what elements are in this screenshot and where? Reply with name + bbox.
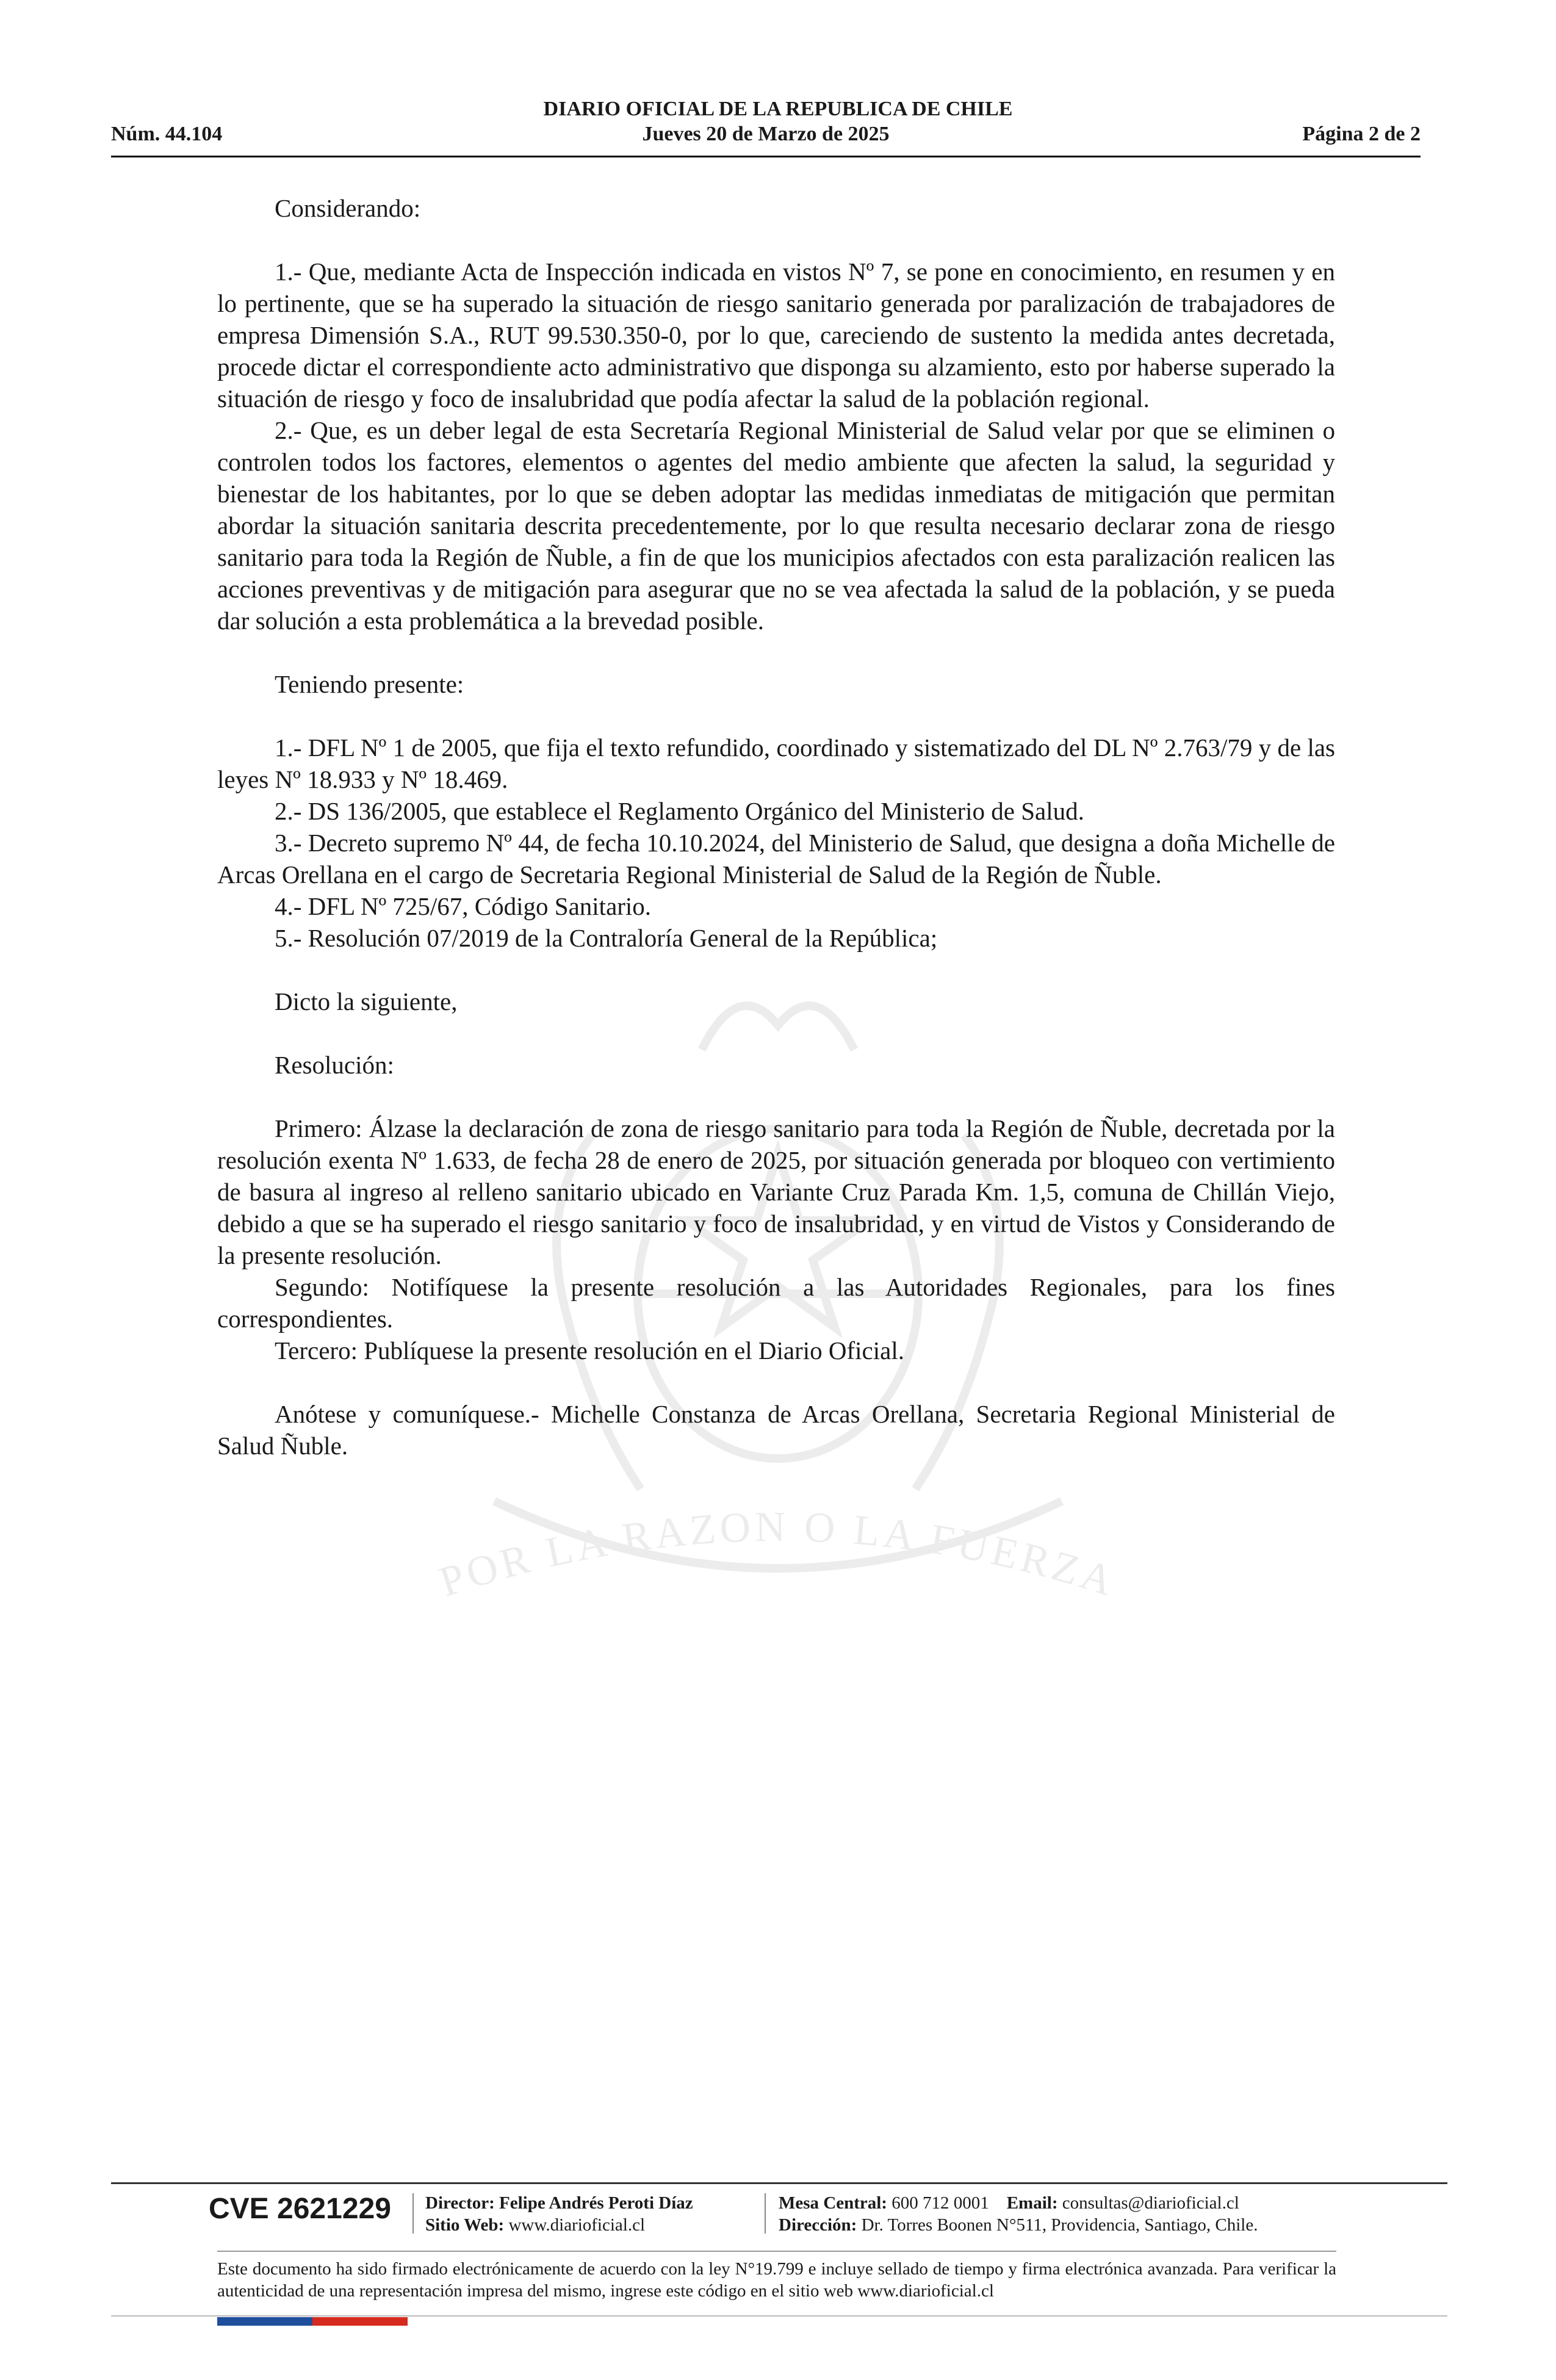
footer-separator [765, 2193, 766, 2234]
flag-stripe [217, 2317, 408, 2326]
resolution-body [217, 192, 1335, 1462]
signature-line: Anótese y comuníquese.- Michelle Constanza de Arcas Orellana, Secretaria Regional Ministerial de Salud Ñuble. [217, 1400, 1335, 1460]
mesa-phone: 600 712 0001 [891, 2193, 989, 2213]
flag-stripe-red [312, 2317, 408, 2326]
watermark-motto: POR LA RAZON O LA FUERZA [433, 1503, 1122, 1606]
header-divider [111, 156, 1421, 157]
address-value: Dr. Torres Boonen N°511, Providencia, Santiago, Chile. [861, 2215, 1258, 2235]
teniendo-item-2: 2.- DS 136/2005, que establece el Reglamento Orgánico del Ministerio de Salud. [275, 797, 1084, 825]
teniendo-item-5: 5.- Resolución 07/2019 de la Contraloría General de la República; [275, 924, 938, 952]
dicto-line: Dicto la siguiente, [275, 987, 458, 1015]
issue-date: Jueves 20 de Marzo de 2025 [642, 123, 890, 145]
website-link[interactable]: www.diarioficial.cl [508, 2215, 646, 2235]
header-row [111, 121, 1421, 149]
electronic-signature-notice: Este documento ha sido firmado electrónicamente de acuerdo con la ley N°19.799 e incluye sellado de tiempo y firma electrónica avanzada. Para verificar la autenticidad de una representación impresa del mismo, ingrese este código en el sitio web www.diarioficial.cl [217, 2259, 1336, 2301]
teniendo-item-4: 4.- DFL Nº 725/67, Código Sanitario. [275, 892, 652, 920]
resolution-primero: Primero: Álzase la declaración de zona de riesgo sanitario para toda la Región de Ñuble, decretada por la resolución exenta Nº 1.633, de fecha 28 de enero de 2025, por situación generada por bloqueo con vertimiento de basura al ingreso al relleno sanitario ubicado en Variante Cruz Parada Km. 1,5, comuna de Chillán Viejo, debido a que se ha superado el riesgo sanitario y foco de insalubridad, y en virtud de Vistos y Considerando de la presente resolución. [217, 1114, 1335, 1269]
teniendo-item-3: 3.- Decreto supremo Nº 44, de fecha 10.10.2024, del Ministerio de Salud, que designa a doña Michelle de Arcas Orellana en el cargo de Secretaria Regional Ministerial de Salud de la Región de Ñuble. [217, 829, 1335, 889]
footer-contact-block [779, 2192, 1258, 2236]
footer-divider-middle [217, 2251, 1336, 2252]
director-name: Felipe Andrés Peroti Díaz [499, 2193, 693, 2213]
footer-separator [412, 2193, 414, 2234]
mesa-label: Mesa Central: [779, 2193, 887, 2213]
considerando-heading: Considerando: [275, 194, 421, 222]
teniendo-heading: Teniendo presente: [275, 670, 464, 698]
considerando-item-1: 1.- Que, mediante Acta de Inspección indicada en vistos Nº 7, se pone en conocimiento, en resumen y en lo pertinente, que se ha superado la situación de riesgo sanitario generada por paralización de trabajadores de empresa Dimensión S.A., RUT 99.530.350-0, por lo que, careciendo de sustento la medida antes decretada, procede dictar el correspondiente acto administrativo que disponga su alzamiento, esto por haberse superado la situación de riesgo y foco de insalubridad que podía afectar la salud de la población regional. [217, 258, 1335, 413]
considerando-item-2: 2.- Que, es un deber legal de esta Secretaría Regional Ministerial de Salud velar por que se eliminen o controlen todos los factores, elementos o agentes del medio ambiente que afecten la salud, la seguridad y bienestar de los habitantes, por lo que se deben adoptar las medidas inmediatas de mitigación que permitan abordar la situación sanitaria descrita precedentemente, por lo que resulta necesario declarar zona de riesgo sanitario para toda la Región de Ñuble, a fin de que los municipios afectados con esta paralización realicen las acciones preventivas y de mitigación para asegurar que no se vea afectada la salud de la población, y se pueda dar solución a esta problemática a la brevedad posible. [217, 416, 1335, 635]
page-number: Página 2 de 2 [1302, 123, 1421, 145]
email-label: Email: [1006, 2193, 1058, 2213]
resolution-tercero: Tercero: Publíquese la presente resolución en el Diario Oficial. [275, 1336, 904, 1365]
address-label: Dirección: [779, 2215, 857, 2235]
resolucion-heading: Resolución: [275, 1051, 394, 1079]
email-link[interactable]: consultas@diarioficial.cl [1062, 2193, 1239, 2213]
resolution-segundo: Segundo: Notifíquese la presente resolución a las Autoridades Regionales, para los fines correspondientes. [217, 1273, 1335, 1333]
flag-stripe-blue [217, 2317, 312, 2326]
director-label: Director: [425, 2193, 495, 2213]
teniendo-item-1: 1.- DFL Nº 1 de 2005, que fija el texto refundido, coordinado y sistematizado del DL Nº 2.763/79 y de las leyes Nº 18.933 y Nº 18.469. [217, 734, 1335, 793]
website-label: Sitio Web: [425, 2215, 505, 2235]
footer-director-block [425, 2192, 693, 2236]
gazette-title: DIARIO OFICIAL DE LA REPUBLICA DE CHILE [543, 98, 1013, 120]
footer-divider-top [111, 2182, 1447, 2184]
footer-divider-bottom [111, 2315, 1447, 2317]
cve-code: CVE 2621229 [209, 2193, 391, 2225]
issue-number: Núm. 44.104 [111, 123, 223, 145]
